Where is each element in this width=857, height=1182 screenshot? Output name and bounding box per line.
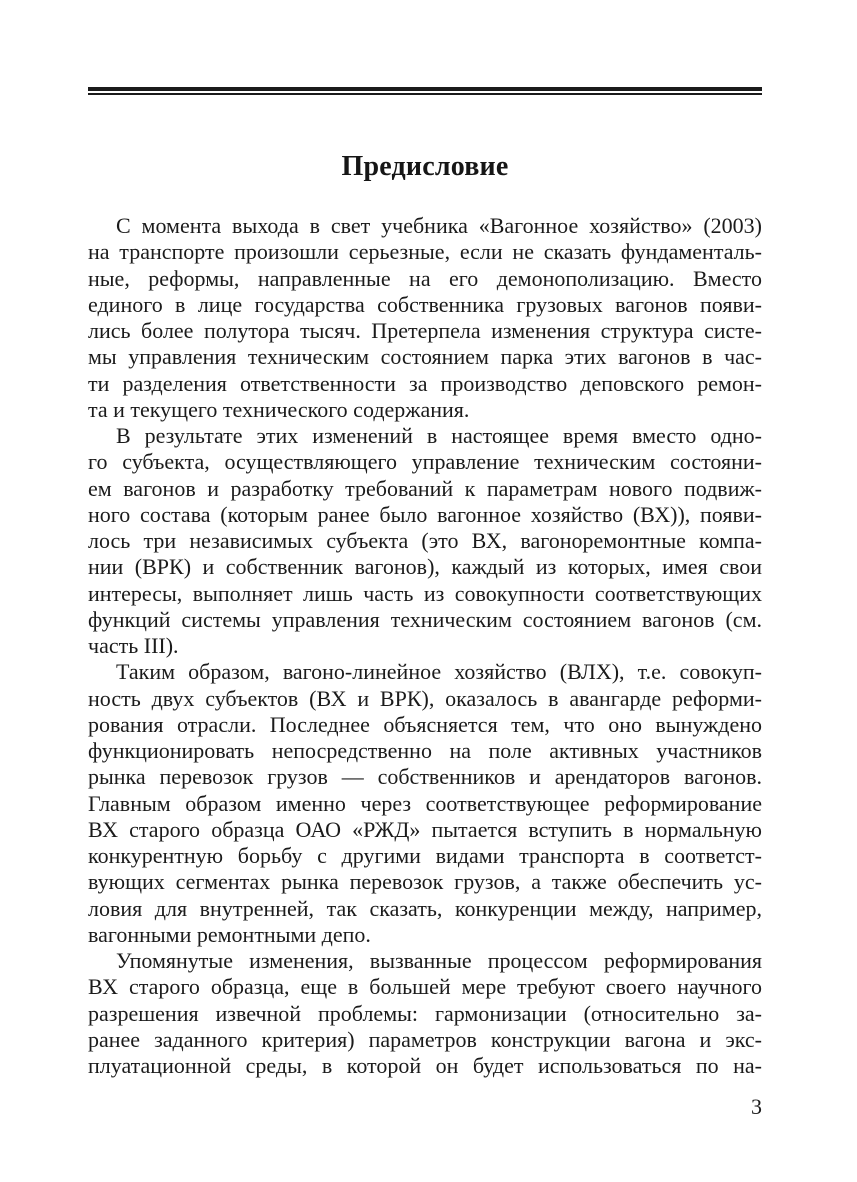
text-line: ловия для внутренней, так сказать, конкуренции между, например,: [88, 895, 762, 921]
text-line: разрешения извечной проблемы: гармонизации (относительно за-: [88, 1000, 762, 1026]
text-line: та и текущего технического содержания.: [88, 396, 470, 422]
text-line: Упомянутые изменения, вызванные процессом реформирования: [116, 948, 762, 973]
text-line: С момента выхода в свет учебника «Вагонное хозяйство» (2003): [116, 213, 762, 238]
text-line: ВХ старого образца ОАО «РЖД» пытается вступить в нормальную: [88, 816, 762, 842]
text-line: ВХ старого образца, еще в большей мере требуют своего научного: [88, 974, 762, 1000]
text-line: Таким образом, вагоно-линейное хозяйство (ВЛХ), т.е. совокуп-: [116, 659, 762, 685]
text-line: лись более полутора тысяч. Претерпела изменения структура систе-: [88, 318, 762, 343]
text-line: го субъекта, осуществляющего управление техническим состояни-: [88, 449, 762, 475]
text-line: плуатационной среды, в которой он будет использоваться по на-: [88, 1053, 762, 1078]
paragraph: [88, 948, 762, 1079]
text-line: конкурентную борьбу с другими видами транспорта в соответст-: [88, 843, 762, 868]
text-line: часть III).: [88, 633, 179, 658]
rule-thick-line: [88, 87, 762, 91]
text-line: ные, реформы, направленные на его демонополизацию. Вместо: [88, 265, 762, 291]
text-line: на транспорте произошли серьезные, если не сказать фундаменталь-: [88, 239, 762, 265]
text-line: функций системы управления техническим состоянием вагонов (см.: [88, 606, 762, 632]
text-line: нии (ВРК) и собственник вагонов), каждый из которых, имея свои: [88, 554, 762, 580]
text-line: интересы, выполняет лишь часть из совокупности соответствующих: [88, 580, 762, 606]
text-line: ного состава (которым ранее было вагонное хозяйство (ВХ)), появи-: [88, 501, 762, 527]
text-line: ранее заданного критерия) параметров конструкции вагона и экс-: [88, 1026, 762, 1052]
text-line: рынка перевозок грузов — собственников и арендаторов вагонов.: [88, 764, 762, 790]
double-rule: [88, 87, 762, 95]
text-line: ем вагонов и разработку требований к параметрам нового подвиж-: [88, 475, 762, 501]
text-line: ность двух субъектов (ВХ и ВРК), оказалось в авангарде реформи-: [88, 685, 762, 711]
text-line: рования отрасли. Последнее объясняется тем, что оно вынуждено: [88, 711, 762, 737]
text-line: лось три независимых субъекта (это ВХ, вагоноремонтные компа-: [88, 528, 762, 553]
text-line: ти разделения ответственности за производство деповского ремон-: [88, 370, 762, 396]
paragraph: [88, 213, 762, 423]
page-number: 3: [751, 1094, 762, 1119]
chapter-title: Предисловие: [341, 151, 509, 182]
text-line: функционировать непосредственно на поле активных участников: [88, 738, 762, 763]
paragraph: [88, 423, 762, 659]
text-line: единого в лице государства собственника грузовых вагонов появи-: [88, 291, 762, 317]
text-line: вагонными ремонтными депо.: [88, 921, 371, 947]
text-line: мы управления техническим состоянием парка этих вагонов в час-: [88, 344, 762, 370]
paragraph: [88, 659, 762, 948]
text-line: вующих сегментах рынка перевозок грузов, а также обеспечить ус-: [88, 869, 762, 895]
text-line: В результате этих изменений в настоящее время вместо одно-: [116, 423, 762, 448]
rule-thin-line: [88, 93, 762, 95]
text-line: Главным образом именно через соответствующее реформирование: [88, 790, 762, 816]
body-text: [88, 213, 762, 1079]
